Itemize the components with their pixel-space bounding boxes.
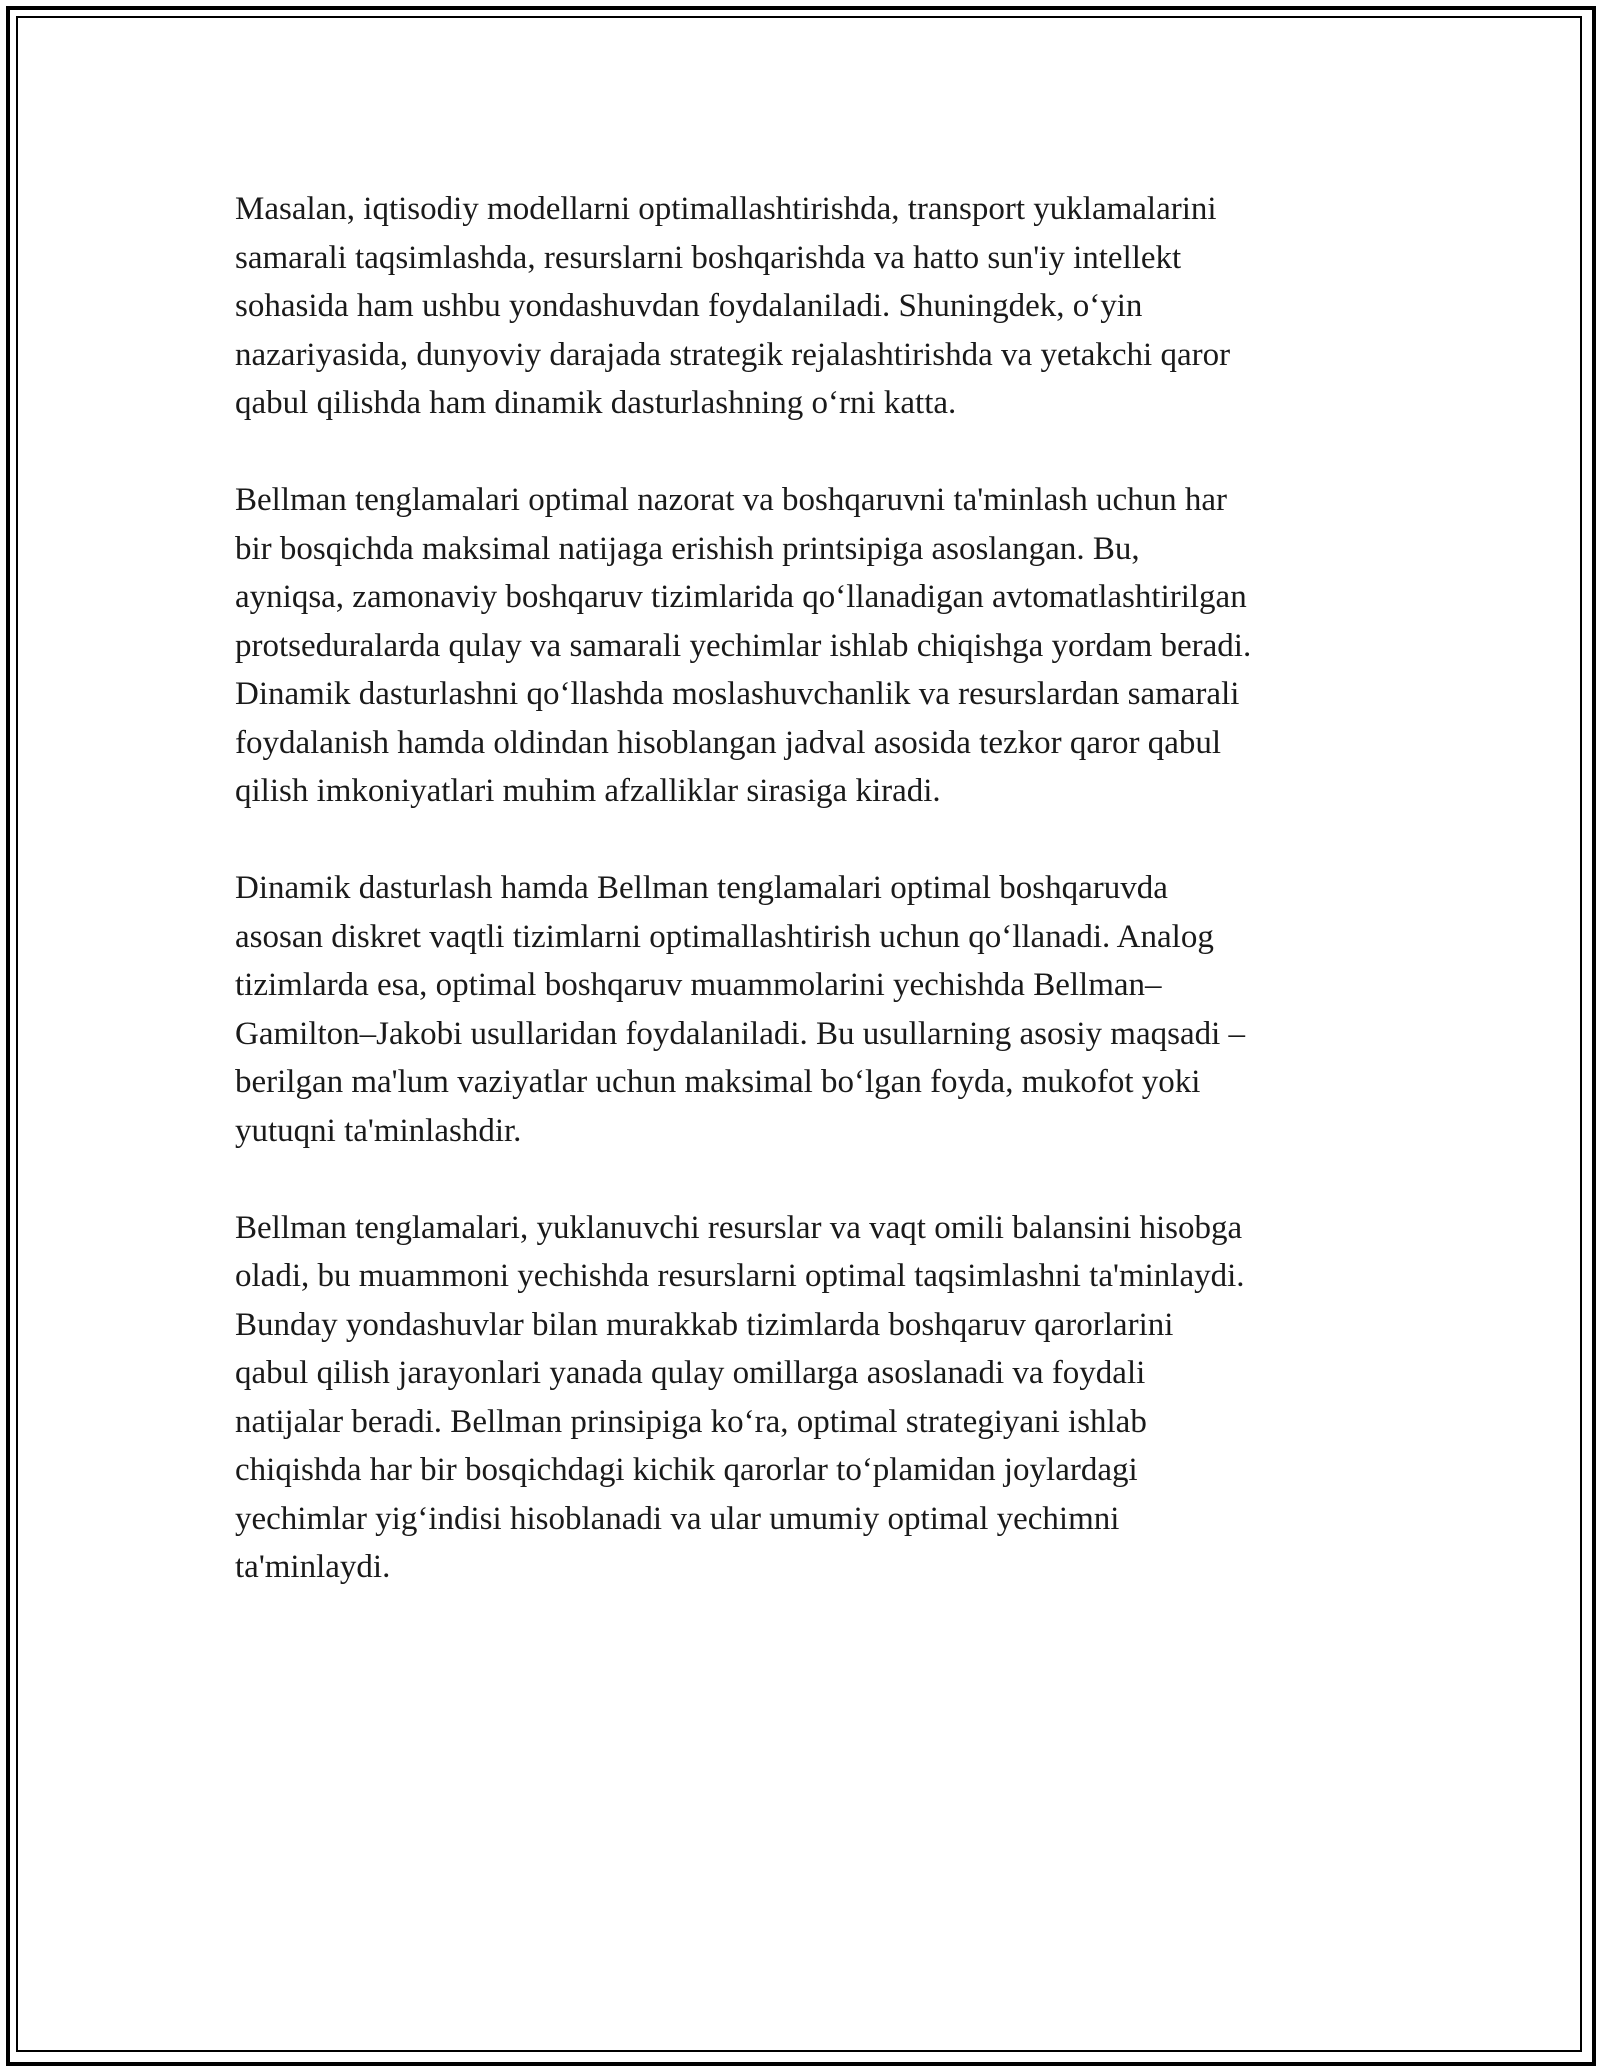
text-line: berilgan ma'lum vaziyatlar uchun maksimal bo‘lgan foyda, mukofot yoki	[235, 1064, 1201, 1100]
text-line: asosan diskret vaqtli tizimlarni optimallashtirish uchun qo‘llanadi. Analog	[235, 918, 1214, 955]
text-line: ayniqsa, zamonaviy boshqaruv tizimlarida qo‘llanadigan avtomatlashtirilgan	[235, 579, 1247, 615]
text-line: Bellman tenglamalari optimal nazorat va boshqaruvni ta'minlash uchun har	[235, 482, 1227, 518]
text-line: Bunday yondashuvlar bilan murakkab tizimlarda boshqaruv qarorlarini	[235, 1306, 1174, 1343]
text-line: qabul qilish jarayonlari yanada qulay omillarga asoslanadi va foydali	[235, 1355, 1146, 1391]
text-line: qilish imkoniyatlari muhim afzalliklar sirasiga kiradi.	[235, 773, 941, 809]
text-line: tizimlarda esa, optimal boshqaruv muammolarini yechishda Bellman–	[235, 967, 1162, 1003]
paragraph-2	[235, 476, 1385, 816]
text-line: chiqishda har bir bosqichdagi kichik qarorlar to‘plamidan joylardagi	[235, 1452, 1138, 1488]
text-line: Gamilton–Jakobi usullaridan foydalaniladi. Bu usullarning asosiy maqsadi –	[235, 1015, 1246, 1052]
text-line: Dinamik dasturlash hamda Bellman tenglamalari optimal boshqaruvda	[235, 870, 1168, 906]
paragraph-1	[235, 185, 1385, 428]
text-line: bir bosqichda maksimal natijaga erishish printsipiga asoslangan. Bu,	[235, 530, 1140, 567]
paragraph-4	[235, 1204, 1385, 1592]
text-line: Dinamik dasturlashni qo‘llashda moslashuvchanlik va resurslardan samarali	[235, 676, 1240, 712]
text-line: Masalan, iqtisodiy modellarni optimallashtirishda, transport yuklamalarini	[235, 191, 1217, 227]
paragraph-3	[235, 864, 1385, 1155]
text-line: natijalar beradi. Bellman prinsipiga ko‘ra, optimal strategiyani ishlab	[235, 1403, 1147, 1440]
text-line: oladi, bu muammoni yechishda resurslarni optimal taqsimlashni ta'minlaydi.	[235, 1258, 1245, 1294]
text-line: samarali taqsimlashda, resurslarni boshqarishda va hatto sun'iy intellekt	[235, 239, 1182, 276]
text-line: sohasida ham ushbu yondashuvdan foydalaniladi. Shuningdek, o‘yin	[235, 288, 1143, 324]
text-line: nazariyasida, dunyoviy darajada strategik rejalashtirishda va yetakchi qaror	[235, 336, 1231, 373]
text-line: ta'minlaydi.	[235, 1549, 391, 1585]
text-line: qabul qilishda ham dinamik dasturlashning o‘rni katta.	[235, 385, 957, 421]
document-body	[235, 185, 1385, 1640]
text-line: Bellman tenglamalari, yuklanuvchi resurslar va vaqt omili balansini hisobga	[235, 1209, 1243, 1246]
text-line: yechimlar yig‘indisi hisoblanadi va ular umumiy optimal yechimni	[235, 1500, 1120, 1537]
text-line: protseduralarda qulay va samarali yechimlar ishlab chiqishga yordam beradi.	[235, 627, 1252, 664]
text-line: yutuqni ta'minlashdir.	[235, 1112, 522, 1149]
text-line: foydalanish hamda oldindan hisoblangan jadval asosida tezkor qaror qabul	[235, 724, 1222, 761]
